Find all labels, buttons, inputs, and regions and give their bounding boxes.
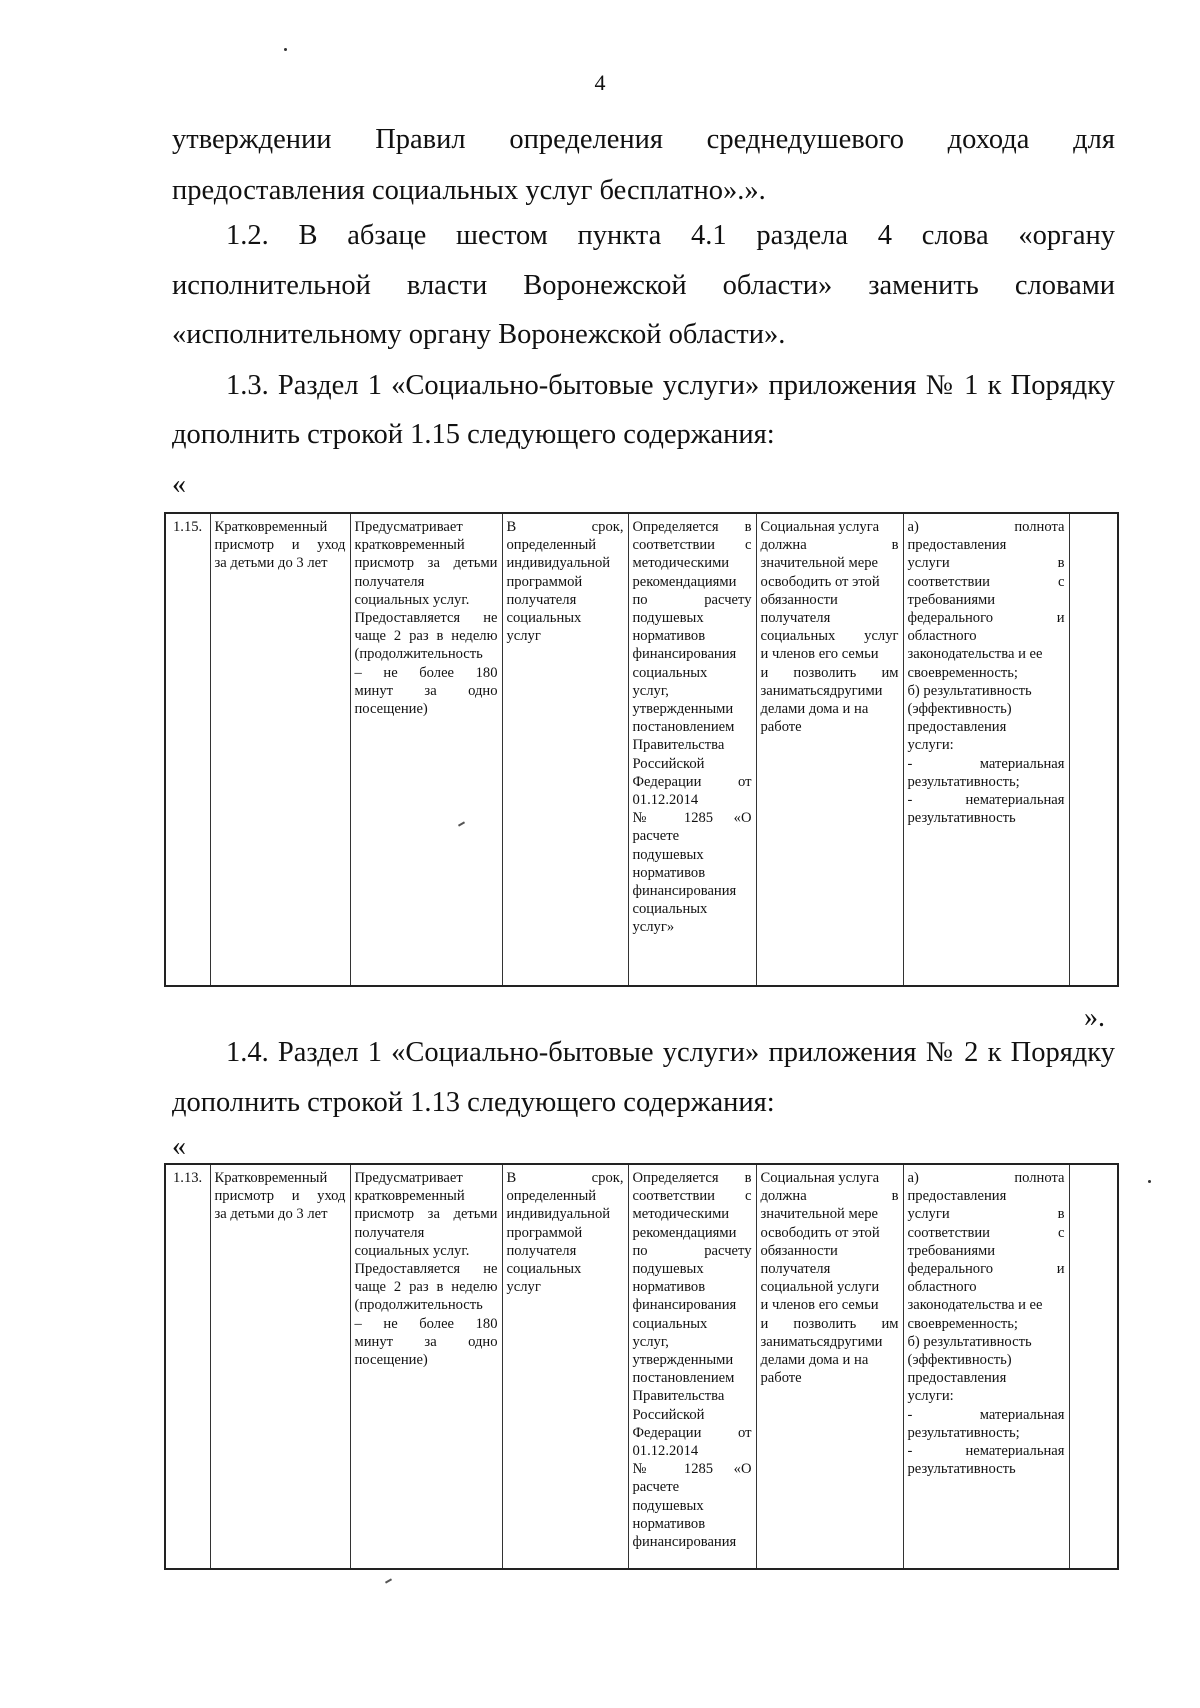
cell-line: и членов его семьи: [760, 646, 879, 663]
cell-line: 01.12.2014: [632, 1443, 699, 1460]
cell-line: утвержденными: [632, 1352, 734, 1369]
cell-line: федерального и: [907, 1261, 1065, 1278]
cell-line: соответствии с: [907, 1224, 1065, 1241]
cell-line: за детьми до 3 лет: [214, 555, 328, 572]
cell-line: Определяется в: [632, 519, 752, 535]
cell-line: финансирования: [632, 1534, 737, 1551]
cell-line: и позволить им: [760, 1315, 899, 1332]
cell-line: Кратковременный: [214, 1170, 328, 1186]
cell-line: В срок,: [506, 519, 624, 535]
cell-line: Федерации от: [632, 773, 752, 790]
cell-line: заниматьсядругими: [760, 682, 883, 699]
cell-line: - материальная: [907, 755, 1065, 772]
cell-line: получателя: [354, 1224, 425, 1241]
cell-line: и членов его семьи: [760, 1297, 879, 1314]
cell-line: а) полнота: [907, 519, 1065, 535]
cell-line: 01.12.2014: [632, 792, 699, 809]
cell-line: социальных услуг: [760, 628, 899, 645]
cell-line: присмотр за детьми: [354, 1206, 498, 1223]
paragraph-line: «исполнительному органу Воронежской области».: [172, 319, 786, 350]
cell-line: нормативов: [632, 1279, 706, 1296]
cell-line: своевременность;: [907, 1315, 1018, 1332]
cell-line: социальных: [506, 610, 582, 627]
cell-line: областного: [907, 628, 977, 645]
cell-line: Российской: [632, 1406, 705, 1423]
cell-line: (эффективность): [907, 1352, 1012, 1369]
cell-line: минут за одно: [354, 1333, 498, 1350]
cell-line: присмотр за детьми: [354, 555, 498, 572]
cell-line: результативность;: [907, 1424, 1020, 1441]
service-indicators-cell: [903, 1164, 1069, 1569]
cell-line: и позволить им: [760, 664, 899, 681]
cell-line: чаще 2 раз в неделю: [354, 628, 498, 645]
cell-line: № 1285 «О: [632, 810, 752, 827]
cell-line: подушевых: [632, 610, 704, 627]
cell-line: финансирования: [632, 646, 737, 663]
cell-line: предоставления: [907, 537, 1007, 554]
open-quote: «: [172, 469, 186, 500]
cell-line: работе: [760, 719, 802, 736]
cell-line: – не более 180: [354, 664, 498, 681]
close-quote: ».: [1084, 1002, 1105, 1033]
cell-line: предоставления: [907, 1370, 1007, 1387]
cell-line: значительной мере: [760, 555, 878, 572]
cell-line: услуги:: [907, 737, 954, 754]
cell-line: услуг»: [632, 919, 675, 936]
cell-line: за детьми до 3 лет: [214, 1206, 328, 1223]
service-conditions-cell: [756, 513, 903, 986]
cell-line: подушевых: [632, 1261, 704, 1278]
cell-line: освободить от этой: [760, 1224, 880, 1241]
cell-line: определенный: [506, 1188, 597, 1205]
paragraph-line: утверждении Правил определения среднедушевого дохода для: [172, 124, 1115, 155]
service-term-cell: [502, 1164, 628, 1569]
cell-line: заниматьсядругими: [760, 1333, 883, 1350]
cell-line: нормативов: [632, 1515, 706, 1532]
cell-line: Предусматривает: [354, 1170, 463, 1186]
cell-line: делами дома и на: [760, 1352, 869, 1369]
cell-line: социальной услуги: [760, 1279, 880, 1296]
cell-line: подушевых: [632, 1497, 704, 1514]
cell-line: посещение): [354, 1352, 428, 1369]
paragraph-line: 1.3. Раздел 1 «Социально-бытовые услуги» приложения № 1 к Порядку: [226, 370, 1115, 401]
cell-line: финансирования: [632, 883, 737, 900]
cell-line: нормативов: [632, 628, 706, 645]
cell-line: постановлением: [632, 1370, 735, 1387]
cell-line: (эффективность): [907, 701, 1012, 718]
cell-line: по расчету: [632, 591, 752, 608]
cell-line: услуги:: [907, 1388, 954, 1405]
cell-line: - материальная: [907, 1406, 1065, 1423]
cell-line: Социальная услуга: [760, 1170, 880, 1186]
cell-line: Предоставляется не: [354, 1261, 498, 1278]
cell-line: предоставления: [907, 1188, 1007, 1205]
service-term-cell: [502, 513, 628, 986]
cell-line: Федерации от: [632, 1424, 752, 1441]
cell-line: услуг: [506, 1279, 541, 1296]
cell-line: по расчету: [632, 1242, 752, 1259]
cell-line: методическими: [632, 1206, 730, 1223]
service-conditions-cell: [756, 1164, 903, 1569]
service-description-cell: [350, 1164, 502, 1569]
cell-line: рекомендациями: [632, 1224, 737, 1241]
cell-line: социальных: [632, 901, 708, 918]
cell-line: результативность: [907, 810, 1016, 827]
cell-line: услуг: [506, 628, 541, 645]
cell-line: минут за одно: [354, 682, 498, 699]
cell-line: социальных: [632, 664, 708, 681]
cell-line: - нематериальная: [907, 1443, 1065, 1460]
cell-line: рекомендациями: [632, 573, 737, 590]
cell-line: посещение): [354, 701, 428, 718]
cell-line: Российской: [632, 755, 705, 772]
cell-line: индивидуальной: [506, 555, 611, 572]
services-table: [164, 1163, 1119, 1570]
cell-line: (продолжительность: [354, 1297, 483, 1314]
cell-line: постановлением: [632, 719, 735, 736]
cell-line: а) полнота: [907, 1170, 1065, 1186]
cell-line: - нематериальная: [907, 792, 1065, 809]
cell-line: услуг,: [632, 1333, 669, 1350]
cell-line: получателя: [506, 591, 577, 608]
open-quote: «: [172, 1131, 186, 1162]
cell-line: Предоставляется не: [354, 610, 498, 627]
cell-line: подушевых: [632, 846, 704, 863]
empty-cell: [1069, 513, 1118, 986]
cell-line: Предусматривает: [354, 519, 463, 535]
cell-line: услуги в: [907, 1206, 1065, 1223]
cell-line: Правительства: [632, 737, 725, 754]
cell-line: методическими: [632, 555, 730, 572]
cell-line: освободить от этой: [760, 573, 880, 590]
cell-line: результативность: [907, 1461, 1016, 1478]
cell-line: законодательства и ее: [907, 646, 1043, 663]
cell-line: В срок,: [506, 1170, 624, 1186]
cell-line: результативность;: [907, 773, 1020, 790]
cell-line: федерального и: [907, 610, 1065, 627]
cell-line: утвержденными: [632, 701, 734, 718]
cell-line: финансирования: [632, 1297, 737, 1314]
cell-line: (продолжительность: [354, 646, 483, 663]
cell-line: предоставления: [907, 719, 1007, 736]
cell-line: услуги в: [907, 555, 1065, 572]
service-name-cell: [210, 1164, 350, 1569]
service-description-cell: [350, 513, 502, 986]
page-number: 4: [594, 70, 606, 95]
cell-line: социальных услуг.: [354, 1242, 470, 1259]
services-table: [164, 512, 1119, 987]
cell-line: кратковременный: [354, 1188, 465, 1205]
cell-line: получателя: [354, 573, 425, 590]
cell-line: областного: [907, 1279, 977, 1296]
cell-line: получателя: [506, 1242, 577, 1259]
scan-speck: [1148, 1180, 1151, 1183]
service-tariff-cell: [628, 513, 756, 986]
scan-speck: [385, 1578, 392, 1583]
paragraph-line: предоставления социальных услуг бесплатно».».: [172, 175, 766, 206]
cell-line: б) результативность: [907, 682, 1032, 699]
table-row: [165, 513, 1118, 986]
cell-line: Правительства: [632, 1388, 725, 1405]
table-row: [165, 1164, 1118, 1569]
scan-speck: [284, 48, 287, 51]
cell-line: обязанности: [760, 1242, 838, 1259]
row-number: 1.13.: [165, 1164, 210, 1569]
paragraph-line: дополнить строкой 1.13 следующего содержания:: [172, 1087, 775, 1118]
cell-line: – не более 180: [354, 1315, 498, 1332]
cell-line: обязанности: [760, 591, 838, 608]
cell-line: работе: [760, 1370, 802, 1387]
service-indicators-cell: [903, 513, 1069, 986]
cell-line: получателя: [760, 610, 831, 627]
cell-line: требованиями: [907, 1242, 996, 1259]
paragraph-line: 1.4. Раздел 1 «Социально-бытовые услуги» приложения № 2 к Порядку: [226, 1037, 1115, 1068]
row-number: 1.15.: [165, 513, 210, 986]
cell-line: нормативов: [632, 864, 706, 881]
cell-line: кратковременный: [354, 537, 465, 554]
cell-line: должна в: [760, 537, 899, 554]
cell-line: присмотр и уход: [214, 537, 346, 554]
cell-line: чаще 2 раз в неделю: [354, 1279, 498, 1296]
cell-line: значительной мере: [760, 1206, 878, 1223]
cell-line: социальных: [506, 1261, 582, 1278]
cell-line: должна в: [760, 1188, 899, 1205]
cell-line: Определяется в: [632, 1170, 752, 1186]
cell-line: услуг,: [632, 682, 669, 699]
service-tariff-cell: [628, 1164, 756, 1569]
cell-line: соответствии с: [907, 573, 1065, 590]
cell-line: соответствии с: [632, 1188, 752, 1205]
cell-line: Кратковременный: [214, 519, 328, 535]
cell-line: требованиями: [907, 591, 996, 608]
cell-line: расчете: [632, 1479, 680, 1496]
cell-line: соответствии с: [632, 537, 752, 554]
cell-line: получателя: [760, 1261, 831, 1278]
paragraph-line: 1.2. В абзаце шестом пункта 4.1 раздела 4 слова «органу: [226, 220, 1115, 251]
cell-line: определенный: [506, 537, 597, 554]
cell-line: своевременность;: [907, 664, 1018, 681]
cell-line: расчете: [632, 828, 680, 845]
cell-line: № 1285 «О: [632, 1461, 752, 1478]
cell-line: программой: [506, 1224, 583, 1241]
cell-line: индивидуальной: [506, 1206, 611, 1223]
paragraph-line: исполнительной власти Воронежской области» заменить словами: [172, 270, 1115, 301]
cell-line: присмотр и уход: [214, 1188, 346, 1205]
paragraph-line: дополнить строкой 1.15 следующего содержания:: [172, 419, 775, 450]
cell-line: законодательства и ее: [907, 1297, 1043, 1314]
service-name-cell: [210, 513, 350, 986]
cell-line: программой: [506, 573, 583, 590]
cell-line: делами дома и на: [760, 701, 869, 718]
cell-line: б) результативность: [907, 1333, 1032, 1350]
cell-line: социальных: [632, 1315, 708, 1332]
empty-cell: [1069, 1164, 1118, 1569]
cell-line: Социальная услуга: [760, 519, 880, 535]
cell-line: социальных услуг.: [354, 591, 470, 608]
